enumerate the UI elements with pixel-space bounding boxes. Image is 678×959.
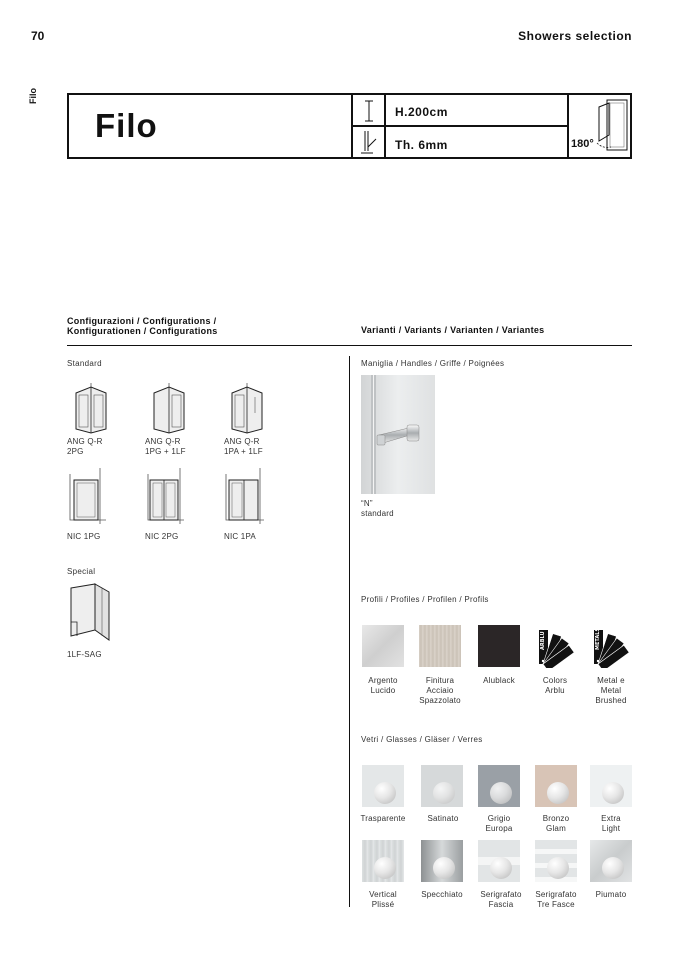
profile-caption-alublack	[469, 676, 529, 686]
glass-caption-extra-light	[578, 814, 644, 834]
nic-1pg-diagram	[68, 468, 108, 528]
glass-swatch-specchiato	[421, 840, 463, 882]
caption-line2: 1PG + 1LF	[145, 447, 186, 456]
caption-line2: Europa	[485, 824, 513, 833]
caption-line1: Grigio	[487, 814, 511, 823]
glass-swatch-vertical-plisse	[362, 840, 404, 882]
arblu-colors-fan-icon	[537, 628, 577, 668]
glass-swatch-extra-light	[590, 765, 632, 807]
glass-caption-trasparente	[350, 814, 416, 824]
opening-angle: 180°	[571, 138, 594, 150]
ang-2pg-diagram	[72, 383, 110, 435]
glass-caption-piumato	[578, 890, 644, 900]
caption-line2: 1PA + 1LF	[224, 447, 263, 456]
caption-line1: ANG Q-R	[145, 437, 181, 446]
caption-line2: 2PG	[67, 447, 84, 456]
caption-line1: Colors	[542, 676, 568, 685]
caption-line3: Brushed	[595, 696, 627, 705]
caption-line1: Metal e	[597, 676, 625, 685]
door-opening-icon	[589, 97, 631, 155]
caption-line2: Tre Fasce	[537, 900, 575, 909]
ang-1pa-1lf-caption	[224, 437, 263, 457]
profile-swatch-argento	[362, 625, 404, 667]
caption-line1: Finitura	[425, 676, 455, 685]
caption-line1: Serigrafato	[480, 890, 522, 899]
caption-line2: Lucido	[370, 686, 396, 695]
arblu-badge-text: ARBLU	[540, 631, 546, 650]
side-label: Filo	[28, 88, 38, 104]
glass-caption-vertical-plisse	[350, 890, 416, 910]
product-name: Filo	[95, 107, 158, 144]
caption-line1: Satinato	[427, 814, 459, 823]
profiles-label: Profili / Profiles / Profilen / Profils	[361, 595, 489, 604]
nic-1pg-caption: NIC 1PG	[67, 532, 101, 541]
glasses-label: Vetri / Glasses / Gläser / Verres	[361, 735, 483, 744]
glass-swatch-grigio	[478, 765, 520, 807]
glass-swatch-satinato	[421, 765, 463, 807]
nic-1pa-diagram	[224, 468, 266, 528]
1lf-sag-caption: 1LF-SAG	[67, 650, 102, 659]
standard-label: Standard	[67, 359, 102, 368]
handle-n-image	[361, 375, 435, 494]
caption-line1: Trasparente	[360, 814, 406, 823]
caption-line1: Vertical	[369, 890, 397, 899]
caption-line1: Alublack	[483, 676, 515, 685]
nic-1pa-caption: NIC 1PA	[224, 532, 256, 541]
nic-2pg-diagram	[146, 468, 186, 528]
glass-swatch-trasparente	[362, 765, 404, 807]
glass-swatch-serigrafato-tre-fasce	[535, 840, 577, 882]
product-thickness: Th. 6mm	[395, 138, 448, 152]
metals-badge-text: METALS	[595, 628, 601, 650]
product-title-box	[67, 93, 632, 159]
profile-swatch-acciaio	[419, 625, 461, 667]
caption-line2: Arblu	[545, 686, 565, 695]
caption-line2: Light	[601, 824, 621, 833]
caption-line2: Fascia	[488, 900, 514, 909]
page-number: 70	[31, 29, 45, 43]
glass-swatch-bronzo	[535, 765, 577, 807]
profile-caption-acciaio	[410, 676, 470, 706]
section-divider	[67, 345, 632, 346]
caption-line1: “N”	[361, 499, 373, 508]
height-icon	[361, 99, 377, 123]
profile-caption-argento	[353, 676, 413, 696]
1lf-sag-diagram	[67, 582, 113, 644]
caption-line1: Piumato	[595, 890, 627, 899]
caption-line2: Plissé	[371, 900, 395, 909]
caption-line1: ANG Q-R	[67, 437, 103, 446]
special-label: Special	[67, 567, 96, 576]
configurations-heading-line2: Konfigurationen / Configurations	[67, 326, 218, 336]
column-divider	[349, 356, 350, 907]
handle-n-caption	[361, 499, 394, 519]
ang-1pa-1lf-diagram	[228, 383, 266, 435]
glass-swatch-serigrafato-fascia	[478, 840, 520, 882]
caption-line2: Acciaio	[426, 686, 454, 695]
ang-2pg-caption	[67, 437, 103, 457]
caption-line1: Specchiato	[421, 890, 463, 899]
ang-1pg-1lf-caption	[145, 437, 186, 457]
caption-line1: Extra	[601, 814, 621, 823]
caption-line1: ANG Q-R	[224, 437, 260, 446]
profile-caption-arblu	[525, 676, 585, 696]
thickness-icon	[359, 129, 379, 155]
profile-swatch-alublack	[478, 625, 520, 667]
caption-line1: Argento	[368, 676, 398, 685]
metals-fan-icon	[592, 628, 632, 668]
glass-swatch-piumato	[590, 840, 632, 882]
caption-line2: standard	[361, 509, 394, 518]
caption-line3: Spazzolato	[419, 696, 461, 705]
handles-label: Maniglia / Handles / Griffe / Poignées	[361, 359, 505, 368]
configurations-heading	[67, 316, 218, 336]
section-title: Showers selection	[518, 29, 632, 43]
profile-caption-metal	[581, 676, 641, 706]
caption-line2: Metal	[600, 686, 622, 695]
product-height: H.200cm	[395, 105, 448, 119]
caption-line1: Bronzo	[542, 814, 570, 823]
configurations-heading-line1: Configurazioni / Configurations /	[67, 316, 217, 326]
caption-line1: Serigrafato	[535, 890, 577, 899]
variants-heading: Varianti / Variants / Varianten / Variantes	[361, 325, 545, 335]
nic-2pg-caption: NIC 2PG	[145, 532, 179, 541]
caption-line2: Glam	[546, 824, 566, 833]
ang-1pg-1lf-diagram	[150, 383, 188, 435]
